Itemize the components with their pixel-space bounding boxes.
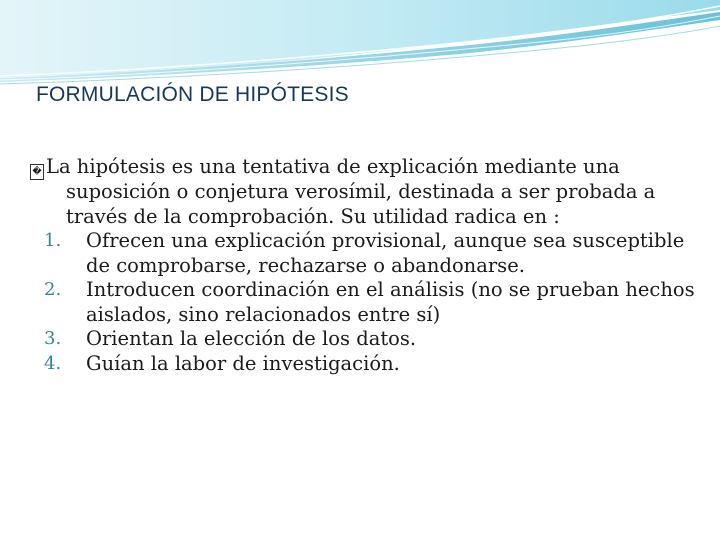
missing-glyph-icon: � xyxy=(30,164,44,180)
intro-text: La hipótesis es una tentativa de explicación mediante una suposición o conjetura verosímil, destinada a ser probada a través de la comprobación. Su utilidad radica en : xyxy=(46,155,656,228)
list-item-number: 1. xyxy=(44,230,62,251)
list-item xyxy=(30,327,700,352)
list-item xyxy=(30,278,700,327)
list-item-number: 4. xyxy=(44,352,62,374)
list-item-text: Ofrecen una explicación provisional, aunque sea susceptible de comprobarse, rechazarse o abandonarse. xyxy=(86,229,685,277)
list-item-number: 3. xyxy=(44,328,62,349)
list-item xyxy=(30,352,700,377)
list-item-text: Orientan la elección de los datos. xyxy=(86,327,417,350)
list-item-number: 2. xyxy=(44,279,62,300)
list-item xyxy=(30,229,700,278)
header-wave-decoration xyxy=(0,0,720,90)
utility-list xyxy=(30,229,700,376)
list-item-text: Introducen coordinación en el análisis (no se prueban hechos aislados, sino relacionados entre sí) xyxy=(86,278,695,326)
slide-title: FORMULACIÓN DE HIPÓTESIS xyxy=(36,83,349,106)
list-item-text: Guían la labor de investigación. xyxy=(86,351,400,375)
slide-body xyxy=(30,155,700,376)
intro-paragraph xyxy=(30,155,700,229)
